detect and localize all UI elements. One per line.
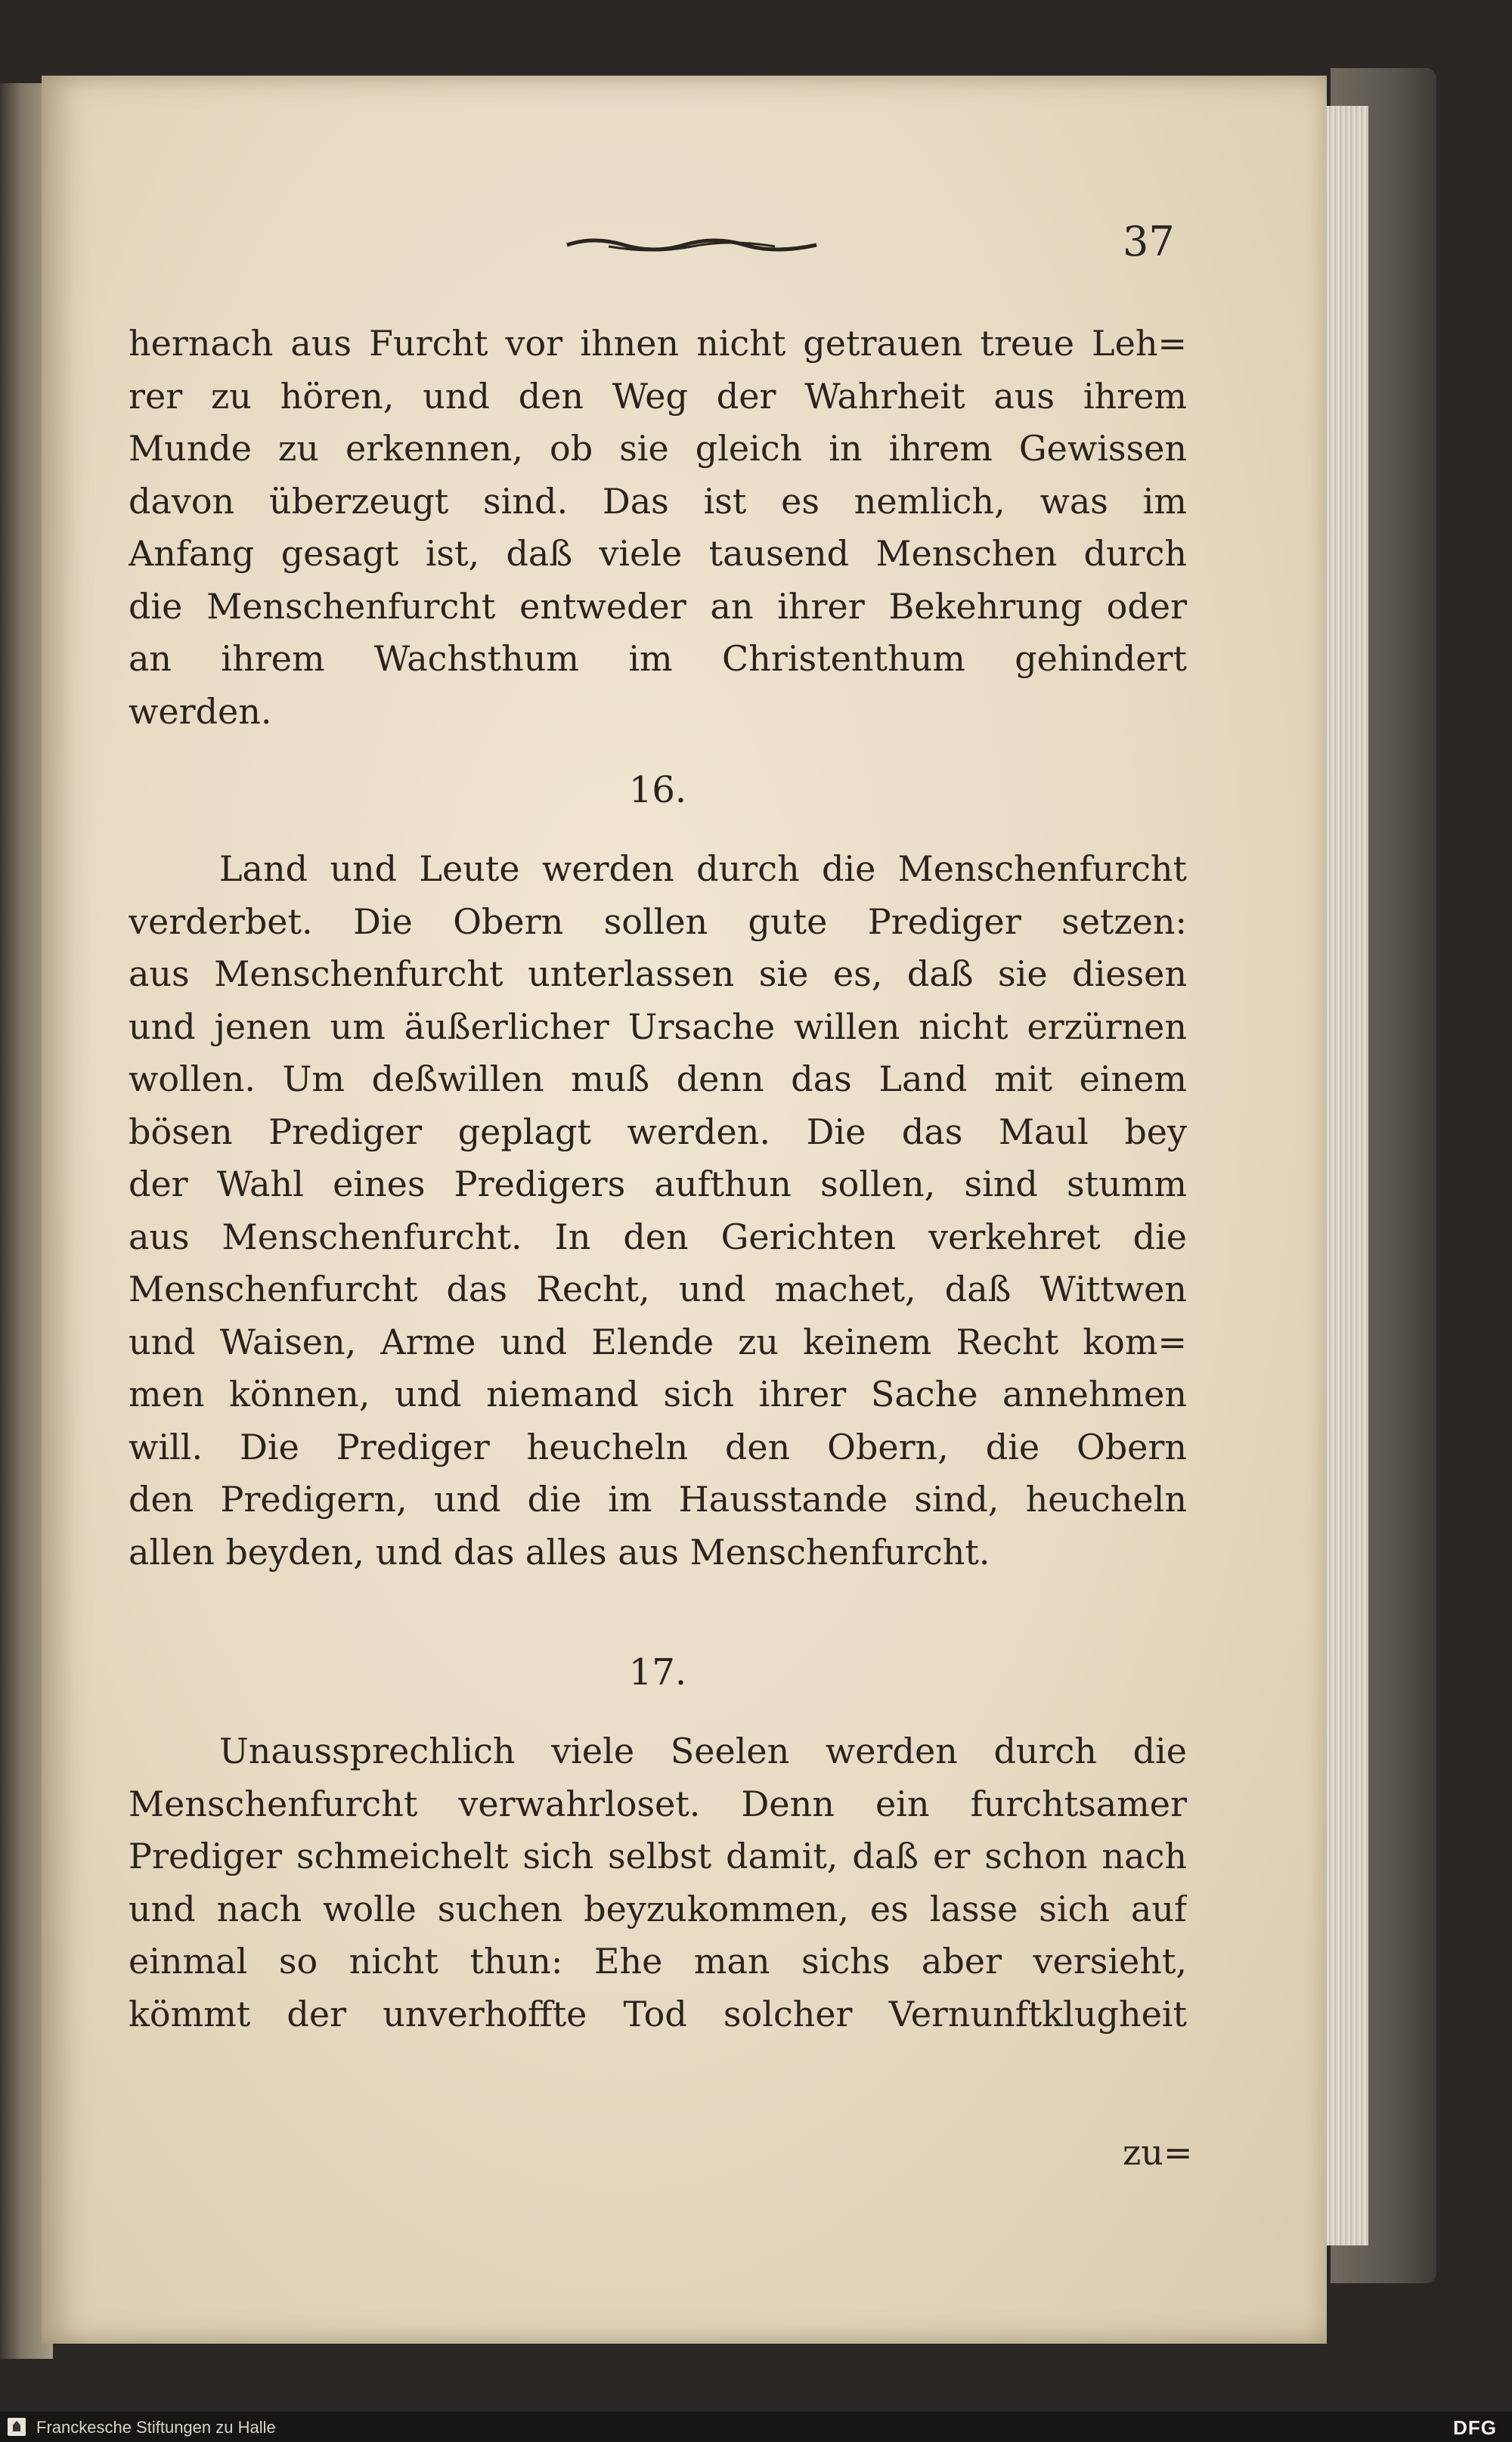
page-number: 37 bbox=[1123, 218, 1175, 265]
text-line: und jenen um äußerlicher Ursache willen nicht erzürnen bbox=[129, 1006, 1187, 1047]
text-line: die Menschenfurcht entweder an ihrer Bekehrung oder bbox=[129, 585, 1187, 627]
text-line: allen beyden, und das alles aus Menschenfurcht. bbox=[129, 1531, 990, 1573]
text-line: Menschenfurcht das Recht, und machet, daß Wittwen bbox=[129, 1269, 1187, 1309]
text-line: men können, und niemand sich ihrer Sache annehmen bbox=[129, 1374, 1187, 1415]
text-line: will. Die Prediger heucheln den Obern, die Obern bbox=[129, 1426, 1187, 1467]
section-number-16: 16. bbox=[628, 769, 687, 811]
text-line: wollen. Um deßwillen muß denn das Land mit einem bbox=[129, 1058, 1187, 1099]
catchword: zu= bbox=[1123, 2132, 1193, 2173]
text-line: verderbet. Die Obern sollen gute Prediger setzen: bbox=[129, 900, 1187, 942]
text-line: aus Menschenfurcht. In den Gerichten verkehret die bbox=[129, 1216, 1187, 1257]
text-line: Prediger schmeichelt sich selbst damit, daß er schon nach bbox=[129, 1836, 1187, 1876]
text-line: Menschenfurcht verwahrloset. Denn ein furchtsamer bbox=[129, 1783, 1187, 1824]
text-line: kömmt der unverhoffte Tod solcher Vernunftklugheit bbox=[129, 1993, 1187, 2034]
book-page bbox=[42, 76, 1327, 2344]
text-line: Anfang gesagt ist, daß viele tausend Menschen durch bbox=[129, 533, 1187, 574]
dfg-logo: DFG bbox=[1453, 2416, 1497, 2439]
section-number-17: 17. bbox=[628, 1651, 687, 1694]
paragraph-continued bbox=[129, 318, 1187, 738]
text-line: Land und Leute werden durch die Menschenfurcht bbox=[219, 848, 1187, 889]
viewer-footer bbox=[0, 2412, 1512, 2442]
text-line: an ihrem Wachsthum im Christenthum gehindert bbox=[129, 638, 1187, 679]
text-line: der Wahl eines Predigers aufthun sollen, sind stumm bbox=[129, 1164, 1187, 1204]
text-line: Munde zu erkennen, ob sie gleich in ihrem Gewissen bbox=[129, 428, 1187, 469]
text-line: bösen Prediger geplagt werden. Die das Maul bey bbox=[129, 1111, 1187, 1152]
ornament-rule-icon bbox=[563, 234, 820, 256]
institution-name: Franckesche Stiftungen zu Halle bbox=[36, 2418, 276, 2437]
section-17-text bbox=[129, 1725, 1187, 2041]
text-line: hernach aus Furcht vor ihnen nicht getrauen treue Leh= bbox=[129, 323, 1187, 364]
text-line: einmal so nicht thun: Ehe man sichs aber versieht, bbox=[129, 1941, 1187, 1982]
text-line: rer zu hören, und den Weg der Wahrheit aus ihrem bbox=[129, 375, 1187, 417]
text-line: davon überzeugt sind. Das ist es nemlich, was im bbox=[129, 480, 1187, 522]
text-line: werden. bbox=[129, 690, 272, 732]
body-text bbox=[129, 318, 1187, 2041]
section-16-text bbox=[129, 843, 1187, 1579]
text-line: den Predigern, und die im Hausstande sind, heucheln bbox=[129, 1479, 1187, 1520]
text-line: und Waisen, Arme und Elende zu keinem Recht kom= bbox=[129, 1321, 1187, 1362]
text-line: Unaussprechlich viele Seelen werden durch die bbox=[219, 1731, 1187, 1771]
page-header bbox=[42, 76, 1327, 265]
text-line: aus Menschenfurcht unterlassen sie es, daß sie diesen bbox=[129, 953, 1187, 994]
institution-logo-icon bbox=[8, 2418, 26, 2436]
text-line: und nach wolle suchen beyzukommen, es lasse sich auf bbox=[129, 1888, 1187, 1929]
